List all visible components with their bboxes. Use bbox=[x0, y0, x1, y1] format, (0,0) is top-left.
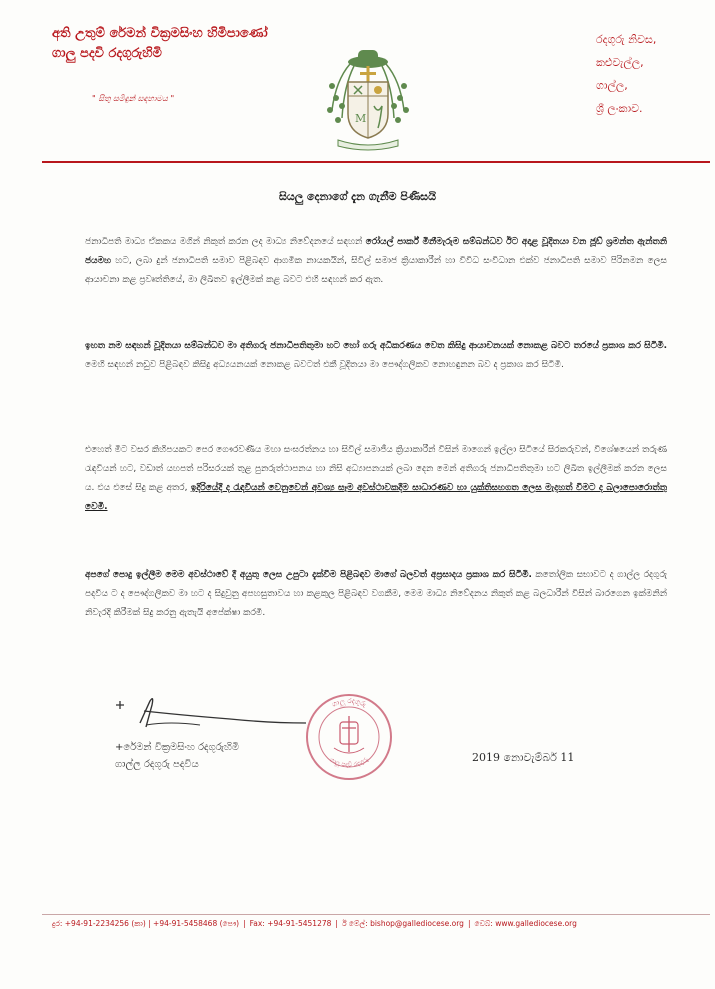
letter-title: සියලු දෙනාගේ දැන ගැනීම පිණිසයි bbox=[278, 190, 437, 203]
footer-divider bbox=[42, 914, 710, 915]
paragraph-run: එහෙත් මීට වසර කිහිපයකට පෙර ගෞරවණීය මහා සංඝරත්නය හා සිවිල් සමාජීය ක්‍රියාකාරීන් විසින් මාගෙන් ඉල්ලා සිටියේ සිරකරුවන්, විශේෂයෙන් තරුණ රැඳවියන් හට, වඩාත් යහපත් පරිසරයක් තුළ පුනරුත්ථාපනය හා නිසි අධ්‍යාපනයක් ලබා දෙන මෙන් අතිගරු ජනාධිපතිතුමා හට ලිඛිත ඉල්ලීමක් කරන ලෙස ය. එය එසේ සිදු කළ අතර, bbox=[85, 445, 667, 493]
seal-top-text: ගාලු රදගුරු bbox=[330, 696, 368, 709]
svg-text:ගාලු පදවි රදගුරු bbox=[328, 756, 370, 769]
paragraph-run: මෙහි සඳහන් නඩුව පිළිබඳව කිසිදු අධ්‍යයනයක් නොකළ බවටත් එකී වූදිතයා මා පෞද්ගලිකව නොහඳුනන බව ද ප්‍රකාශ කර සිටිමි. bbox=[85, 360, 564, 370]
address-line: රදගුරු නිවස, bbox=[596, 33, 657, 46]
paragraph-2 bbox=[85, 337, 667, 375]
address-line: ගාල්ල, bbox=[596, 79, 628, 92]
footer-fax: Fax: +94-91-5451278 bbox=[249, 919, 332, 928]
footer-website: වෙබ්: www.gallediocese.org bbox=[474, 919, 577, 928]
paragraph-1 bbox=[85, 233, 667, 290]
footer-email: ඊ මේල්: bishop@gallediocese.org bbox=[341, 919, 464, 928]
header-divider bbox=[42, 161, 710, 163]
paragraph-run: ඉදිරියේදී ද රැඳවියන් වෙනුවෙන් අවශ්‍ය සෑම අවස්ථාවකදීම සාධාරණව හා යුක්තිසහගත ලෙස මැදහත් වීමට ද බලාපොරොත්තු වෙමි. bbox=[85, 483, 668, 512]
letter-date: 2019 නොවැම්බර් 11 bbox=[472, 751, 575, 764]
official-seal-icon bbox=[304, 692, 394, 782]
bishop-name: අති උතුම් රේමන් වික්‍රමසිංහ හිමිපාණෝ bbox=[52, 26, 268, 41]
address-line: ශ්‍රී ලංකාව. bbox=[596, 102, 643, 115]
signatory-name: +රේමන් වික්‍රමසිංහ රදගුරුහිමි bbox=[115, 742, 240, 753]
paragraph-3 bbox=[85, 441, 667, 517]
signatory bbox=[115, 739, 239, 773]
footer-phone: දුර: +94-91-2234256 (කා) | +94-91-5458468 (පෞ) bbox=[52, 919, 240, 928]
paragraph-run: රෝයල් පාර්ක් මිනීමැරුම සම්බන්ධව ඊට අදාළ වූදිතයා වන ජූඩ් ශ්‍රමන්ත ඇන්තනි ජයමහ bbox=[85, 237, 667, 266]
coat-of-arms-icon bbox=[322, 40, 414, 152]
letterhead-address bbox=[596, 28, 706, 120]
paragraph-run: අපගේ පොදු ඉල්ලීම මෙම අවස්ථාවේ දී අයුතු ලෙස උපුටා දැක්වීම පිළිබඳව මාගේ බලවත් අප්‍රසාදය ප්‍රකාශ කර සිටිමි. bbox=[85, 570, 532, 580]
paragraph-run: කතෝලික සභාවට ද ගාල්ල රදගුරු පදවිය ට ද පෞද්ගලිකව මා හට ද සිදුවුනු අපහසුතාවය හා කළකුල පිළිබඳව වගකීම, මෙම මාධ්‍ය නිවේදනය නිකුත් කළ බලධාරීන් විසින් බාරගෙන ඉක්මනින් නිවැරදි කිරීමක් සිදු කරනු ඇතැයි අපේක්ෂා කරමි. bbox=[85, 570, 667, 618]
footer-contacts: දුර: +94-91-2234256 (කා) | +94-91-5458468 (පෞ) | Fax: +94-91-5451278 | ඊ මේල්: bishop@gallediocese.org | වෙබ්: www.gallediocese.org bbox=[52, 919, 577, 928]
svg-text:M: M bbox=[355, 112, 367, 125]
paragraph-4 bbox=[85, 566, 667, 623]
seal-bottom-text: ගාලු පදවි රදගුරු bbox=[328, 756, 370, 769]
letterhead-sender bbox=[52, 24, 302, 64]
paragraph-run: ඉහත නම සඳහන් වූදිතයා සම්බන්ධව මා අතිගරු ජනාධිපතිතුමා හට හෝ ගරු අධිකරණය වෙත කිසිදු ආයාචනයක් නොකළ බවට තරයේ ප්‍රකාශ කර සිටිමි. bbox=[85, 341, 667, 351]
paragraph-run: හට, ලබා දුන් ජනාධිපති සමාව පිළිබඳව ආගමික නායකයින්, සිවිල් සමාජ ක්‍රියාකාරීන් හා විවිධ සංවිධාන එක්ව ජනාධිපති සමාව පිරිනමන ලෙස ආයාචනා කළ ප්‍රවෘත්තියේ, මා ලිඛිතව ඉල්ලීමක් කළ බවට එහි සඳහන් කර ඇත. bbox=[85, 256, 667, 285]
diocese-title: ගාලු පදවි රදගුරුහිමි bbox=[52, 46, 162, 61]
address-line: කළුවැල්ල, bbox=[596, 56, 644, 69]
paragraph-run: ජනාධිපති මාධ්‍ය ඒකකය මගින් නිකුත් කරන ලද මාධ්‍ය නිවේදනයේ සඳහන් bbox=[85, 237, 366, 247]
handwritten-signature bbox=[110, 693, 310, 739]
signatory-title: ගාල්ල රදගුරු පදවිය bbox=[115, 759, 199, 770]
motto: " සිතු සමිඳුන් සඳහාමය " bbox=[92, 94, 175, 103]
